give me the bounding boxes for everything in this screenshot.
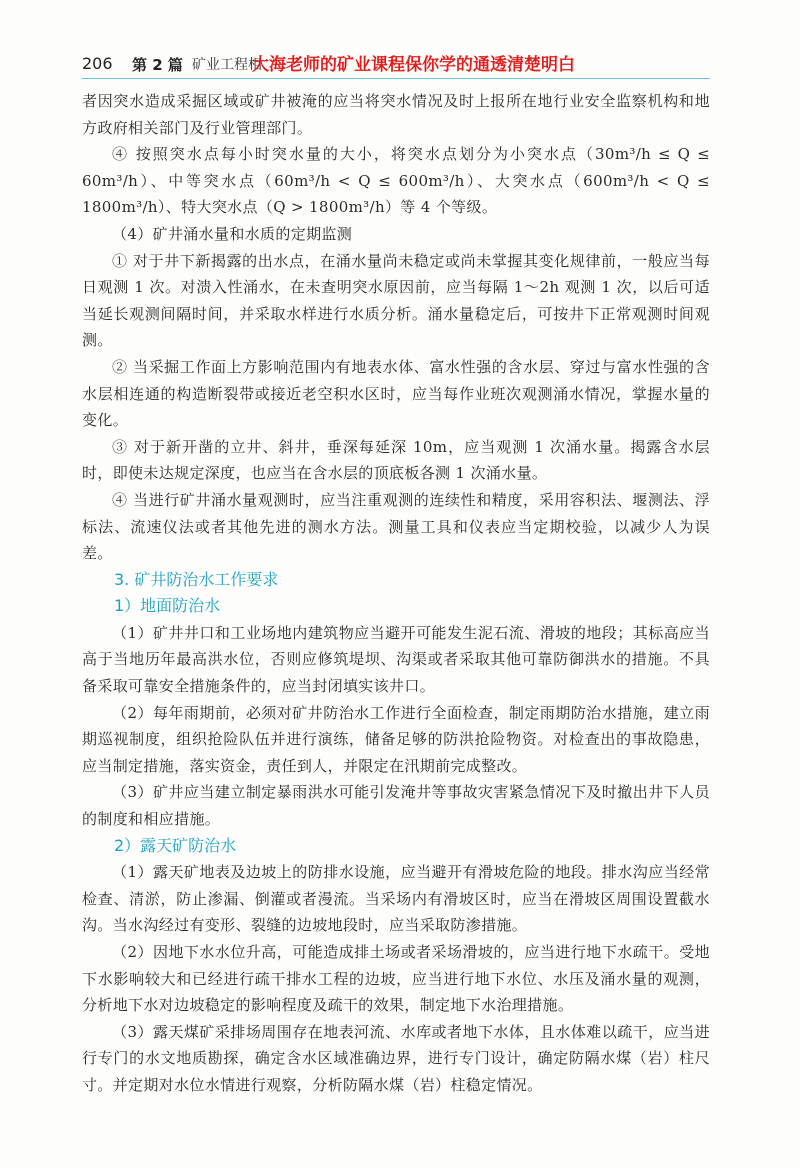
paragraph-open-pit-3: （3）露天煤矿采排场周围存在地表河流、水库或者地下水体，且水体难以疏干，应当进行专门的水文地质勘探，确定含水区域准确边界，进行专门设计，确定防隔水煤（岩）柱尺寸。并定期对水位水情进行观察，分析防隔水煤（岩）柱稳定情况。	[82, 1022, 710, 1094]
paragraph-open-pit-2: （2）因地下水水位升高，可能造成排土场或者采场滑坡的，应当进行地下水疏干。受地下水影响较大和已经进行疏干排水工程的边坡，应当进行地下水位、水压及涌水量的观测，分析地下水对边坡稳定的影响程度及疏干的效果，制定地下水治理措施。	[82, 943, 710, 1015]
paragraph-monitoring-1: ① 对于井下新揭露的出水点，在涌水量尚未稳定或尚未掌握其变化规律前，一般应当每日观测 1 次。对溃入性涌水，在未查明突水原因前，应当每隔 1～2h 观测 1 次，以后可适当延长观测间隔时间，并采取水样进行水质分析。涌水量稳定后，可按井下正常观测时间观测。	[82, 251, 710, 350]
paragraph-surface-2: （2）每年雨期前，必须对矿井防治水工作进行全面检查，制定雨期防治水措施，建立雨期巡视制度，组织抢险队伍并进行演练，储备足够的防洪抢险物资。对检查出的事故隐患，应当制定措施，落实资金，责任到人，并限定在汛期前完成整改。	[82, 703, 710, 775]
paragraph-monitoring-4: ④ 当进行矿井涌水量观测时，应当注重观测的连续性和精度，采用容积法、堰测法、浮标法、流速仪法或者其他先进的测水方法。测量工具和仪表应当定期校验，以减少人为误差。	[82, 490, 710, 563]
subsection-surface-water: 1）地面防治水	[114, 596, 221, 616]
chapter-label: 矿业工程相	[192, 57, 262, 73]
header-rule	[82, 78, 710, 79]
paragraph-monitoring-3: ③ 对于新开凿的立井、斜井，垂深每延深 10m，应当观测 1 次涌水量。揭露含水层时，即使未达规定深度，也应当在含水层的顶底板各测 1 次涌水量。	[82, 437, 710, 483]
subheading-monitoring: （4）矿井涌水量和水质的定期监测	[112, 224, 353, 243]
page-header	[82, 50, 722, 80]
paragraph-surface-3: （3）矿井应当建立制定暴雨洪水可能引发淹井等事故灾害紧急情况下及时撤出井下人员的制度和相应措施。	[82, 783, 710, 829]
paragraph-continued: 者因突水造成采掘区域或矿井被淹的应当将突水情况及时上报所在地行业安全监察机构和地方政府相关部门及行业管理部门。	[82, 92, 710, 137]
part-label: 第 2 篇	[132, 56, 183, 74]
paragraph-surface-1: （1）矿井井口和工业场地内建筑物应当避开可能发生泥石流、滑坡的地段；其标高应当高于当地历年最高洪水位，否则应修筑堤坝、沟渠或者采取其他可靠防御洪水的措施。不具备采取可靠安全措施条件的，应当封闭填实该井口。	[82, 623, 710, 696]
page-number: 206	[82, 54, 113, 73]
paragraph-item-4-classification: ④ 按照突水点每小时突水量的大小，将突水点划分为小突水点（30m³/h ≤ Q ≤ 60m³/h）、中等突水点（60m³/h < Q ≤ 600m³/h）、大突水点（600m³/h < Q ≤ 1800m³/h）、特大突水点（Q > 1800m³/h）等 4 个等级。	[82, 145, 710, 217]
paragraph-monitoring-2: ② 当采掘工作面上方影响范围内有地表水体、富水性强的含水层、穿过与富水性强的含水层相连通的构造断裂带或接近老空积水区时，应当每作业班次观测涌水情况，掌握水量的变化。	[82, 357, 710, 430]
watermark-text: 大海老师的矿业课程保你学的通透清楚明白	[252, 55, 575, 75]
subsection-open-pit: 2）露天矿防治水	[114, 835, 237, 855]
section-heading-3: 3. 矿井防治水工作要求	[114, 569, 279, 589]
paragraph-open-pit-1: （1）露天矿地表及边坡上的防排水设施，应当避开有滑坡危险的地段。排水沟应当经常检查、清淤，防止渗漏、倒灌或者漫流。当采场内有滑坡区时，应当在滑坡区周围设置截水沟。当水沟经过有变形、裂缝的边坡地段时，应当采取防渗措施。	[82, 863, 710, 935]
page-content	[82, 88, 710, 1099]
